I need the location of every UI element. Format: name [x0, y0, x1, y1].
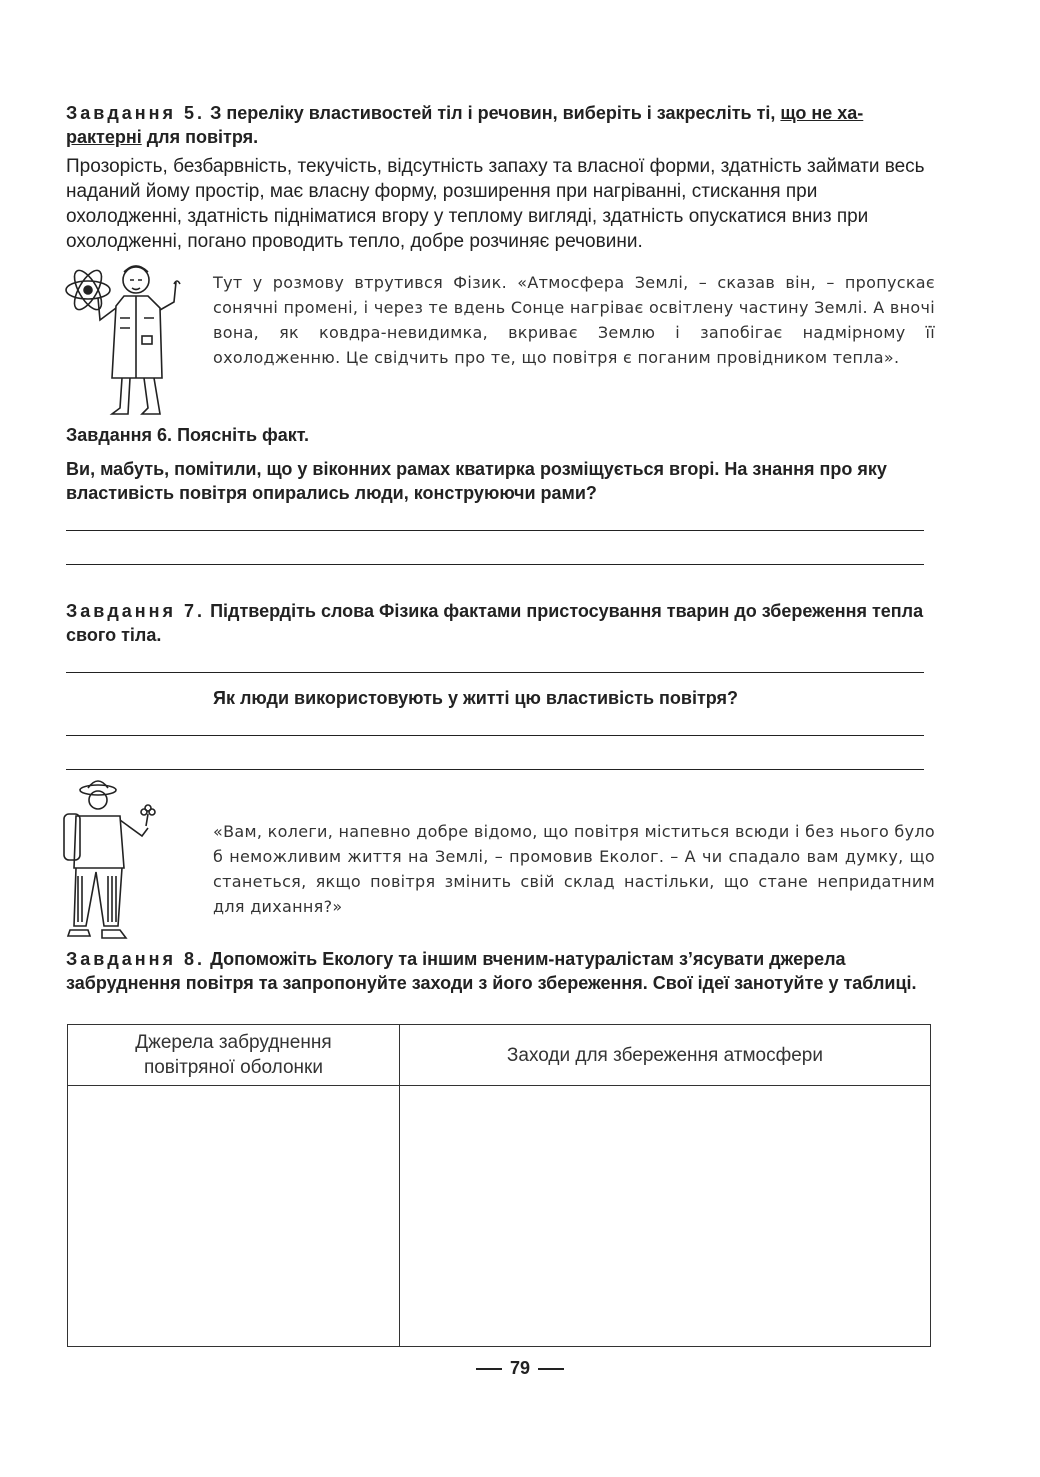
task8-label: Завдання 8. [66, 949, 206, 969]
task6-label: Завдання 6. [66, 425, 173, 445]
physicist-illustration [64, 258, 194, 420]
task7-question: Як люди використовують у житті цю властивість повітря? [213, 688, 739, 708]
ecologist-quote: «Вам, колеги, напевно добре відомо, що повітря міститься всюди і без нього було б неможливим життя на Землі, – промовив Еколог. – А чи спадало вам думку, що станеться, якщо повітря змінить свій склад настільки, що стане непридатним для дихання?» [213, 822, 935, 916]
physicist-quote: Тут у розмову втрутився Фізик. «Атмосфера Землі, – сказав він, – пропускає сонячні промені, і через те вдень Сонце нагріває освітлену частину Землі. А вночі вона, як ковдра-невидимка, вкриває Землю і запобігає надмірному її охолодженню. Це свідчить про те, що повітря є поганим провідником тепла». [213, 273, 935, 367]
task7-label: Завдання 7. [66, 601, 206, 621]
table-header-measures: Заходи для збереження атмосфери [399, 1025, 930, 1086]
task5-properties-list: Прозорість, безбарвність, текучість, відсутність запаху та власної форми, здатність займати весь наданий йому простір, має власну форму, розширення при нагріванні, стискання при охолодженні, здатність підніматися вгору у теплому вигляді, здатність опускатися вниз при охолодженні, погано проводить тепло, добре розчиняє речовини. [66, 156, 925, 252]
pollution-table [67, 1024, 931, 1347]
answer-line[interactable] [66, 672, 924, 673]
table-cell-measures[interactable] [399, 1086, 930, 1347]
task6-heading: Завдання 6. Поясніть факт. [66, 425, 310, 445]
task5-instruction: Завдання 5. З переліку властивостей тіл і речовин, виберіть і закресліть ті, що не ха- рактерні для повітря. [66, 103, 864, 147]
page-number: 79 [0, 1358, 1040, 1379]
task5-label: Завдання 5. [66, 103, 206, 123]
table-cell-sources[interactable] [68, 1086, 400, 1347]
task6-question: Ви, мабуть, помітили, що у віконних рамах кватирка розміщується вгорі. На знання про яку властивість повітря опирались люди, конструюючи рами? [66, 459, 887, 503]
answer-line[interactable] [66, 530, 924, 531]
task8-instruction: Завдання 8. Допоможіть Екологу та іншим вченим-натуралістам з’ясувати джерела забруднення повітря та запропонуйте заходи з його збереження. Свої ідеї занотуйте у таблиці. [66, 949, 917, 993]
table-header-sources: Джерела забруднення повітряної оболонки [68, 1025, 400, 1086]
page-dash [476, 1368, 502, 1370]
answer-line[interactable] [66, 735, 924, 736]
task7-instruction: Завдання 7. Підтвердіть слова Фізика фактами пристосування тварин до збереження тепла свого тіла. [66, 601, 924, 645]
answer-line[interactable] [66, 564, 924, 565]
page-dash [538, 1368, 564, 1370]
ecologist-illustration [56, 776, 168, 946]
answer-line[interactable] [66, 769, 924, 770]
